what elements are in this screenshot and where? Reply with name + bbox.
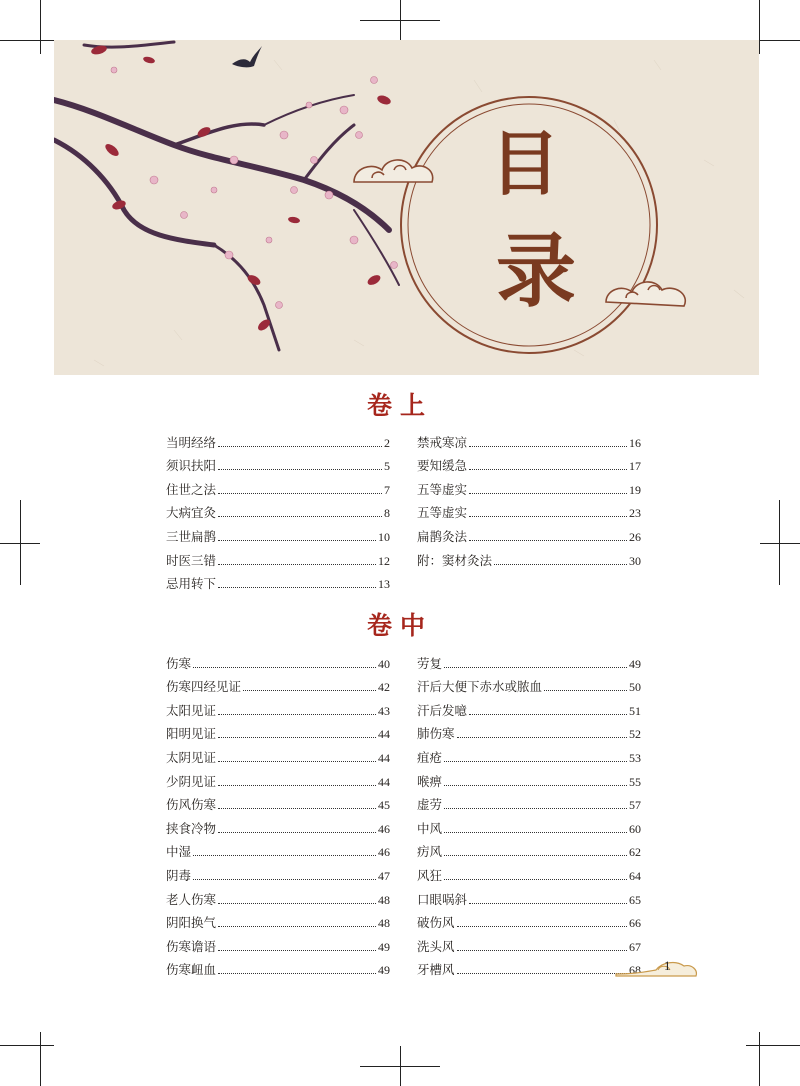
toc-leader-dots (494, 564, 627, 565)
toc-column-middle-left (166, 647, 390, 977)
toc-entry-page: 2 (384, 435, 390, 450)
toc-entry-page: 48 (378, 892, 390, 907)
toc-entry-page: 67 (629, 939, 641, 954)
toc-leader-dots (193, 855, 376, 856)
toc-entry[interactable] (166, 671, 390, 695)
toc-entry-page: 8 (384, 506, 390, 521)
cloud-ornament-icon (614, 956, 700, 982)
toc-entry-page: 42 (378, 680, 390, 695)
toc-leader-dots (218, 926, 376, 927)
toc-entry-label: 肺伤寒 (417, 726, 455, 742)
toc-entry-page: 49 (378, 939, 390, 954)
section-title-upper: 卷上 (366, 391, 433, 420)
toc-entry-label: 牙槽风 (417, 962, 455, 978)
toc-column-upper-left (166, 426, 390, 591)
toc-entry-label: 伤寒四经见证 (166, 679, 242, 695)
toc-leader-dots (457, 737, 627, 738)
toc-entry-page: 5 (384, 459, 390, 474)
toc-leader-dots (218, 587, 376, 588)
toc-entry-label: 破伤风 (417, 915, 455, 931)
toc-entry-label: 中风 (417, 820, 443, 836)
toc-entry[interactable] (417, 789, 641, 813)
toc-leader-dots (444, 761, 627, 762)
toc-entry-label: 劳复 (417, 655, 443, 671)
toc-entry[interactable] (166, 836, 390, 860)
toc-entry-page: 12 (378, 553, 390, 568)
toc-leader-dots (218, 808, 376, 809)
toc-entry-page: 44 (378, 727, 390, 742)
toc-column-upper-right (417, 426, 641, 568)
toc-entry-label: 虚劳 (417, 797, 443, 813)
toc-entry-page: 65 (629, 892, 641, 907)
toc-entry[interactable] (166, 718, 390, 742)
toc-leader-dots (218, 493, 382, 494)
toc-title-char-2: 录 (496, 224, 576, 318)
toc-entry-label: 伤寒衄血 (166, 962, 217, 978)
toc-entry[interactable] (166, 789, 390, 813)
toc-entry-page: 10 (378, 529, 390, 544)
toc-entry[interactable] (166, 883, 390, 907)
toc-leader-dots (218, 761, 376, 762)
toc-leader-dots (218, 469, 382, 470)
toc-leader-dots (218, 714, 376, 715)
toc-entry-label: 中湿 (166, 844, 192, 860)
toc-entry-page: 68 (629, 963, 641, 978)
toc-entry-label: 喉痹 (417, 773, 443, 789)
toc-entry-page: 49 (378, 963, 390, 978)
toc-entry[interactable] (166, 907, 390, 931)
toc-entry[interactable] (166, 426, 390, 450)
toc-entry[interactable] (166, 954, 390, 978)
toc-entry[interactable] (417, 859, 641, 883)
toc-entry[interactable] (417, 497, 641, 521)
toc-leader-dots (444, 879, 627, 880)
toc-entry[interactable] (417, 954, 641, 978)
toc-entry-label: 伤风伤寒 (166, 797, 217, 813)
toc-leader-dots (444, 785, 627, 786)
toc-entry-label: 当明经络 (166, 434, 217, 450)
toc-leader-dots (218, 564, 376, 565)
toc-entry-label: 住世之法 (166, 481, 217, 497)
toc-entry-label: 时医三错 (166, 552, 217, 568)
toc-entry-label: 疽疮 (417, 749, 443, 765)
toc-entry-page: 64 (629, 868, 641, 883)
toc-entry-page: 66 (629, 916, 641, 931)
toc-entry[interactable] (417, 930, 641, 954)
toc-entry-page: 50 (629, 680, 641, 695)
toc-entry[interactable] (166, 497, 390, 521)
toc-leader-dots (218, 446, 382, 447)
toc-entry-page: 53 (629, 750, 641, 765)
toc-entry[interactable] (166, 694, 390, 718)
toc-entry-label: 疠风 (417, 844, 443, 860)
toc-entry-page: 60 (629, 821, 641, 836)
toc-entry-label: 洗头风 (417, 938, 455, 954)
toc-leader-dots (544, 690, 627, 691)
toc-entry[interactable] (166, 859, 390, 883)
toc-leader-dots (457, 950, 627, 951)
toc-entry-label: 五等虚实 (417, 505, 468, 521)
toc-entry[interactable] (166, 812, 390, 836)
toc-entry-label: 大病宜灸 (166, 505, 217, 521)
toc-entry-label: 阴阳换气 (166, 915, 217, 931)
toc-entry-page: 43 (378, 703, 390, 718)
toc-entry[interactable] (417, 473, 641, 497)
toc-entry[interactable] (417, 647, 641, 671)
toc-entry-label: 须识扶阳 (166, 458, 217, 474)
toc-leader-dots (457, 973, 627, 974)
toc-leader-dots (444, 855, 627, 856)
toc-leader-dots (218, 903, 376, 904)
toc-entry-page: 47 (378, 868, 390, 883)
toc-leader-dots (218, 516, 382, 517)
toc-leader-dots (469, 493, 627, 494)
toc-entry[interactable] (417, 812, 641, 836)
toc-entry[interactable] (417, 907, 641, 931)
toc-entry-page: 46 (378, 821, 390, 836)
toc-entry[interactable] (417, 741, 641, 765)
toc-entry[interactable] (166, 544, 390, 568)
toc-entry[interactable] (166, 765, 390, 789)
toc-leader-dots (469, 469, 627, 470)
toc-entry[interactable] (417, 718, 641, 742)
toc-entry-page: 44 (378, 774, 390, 789)
section-title-middle: 卷中 (366, 611, 433, 640)
toc-entry[interactable] (417, 765, 641, 789)
header-banner (54, 40, 759, 375)
toc-leader-dots (218, 785, 376, 786)
page-number: 1 (664, 958, 671, 973)
toc-leader-dots (469, 903, 627, 904)
page-number-badge (614, 956, 700, 982)
toc-entry-label: 忌用转下 (166, 576, 217, 592)
toc-entry-page: 44 (378, 750, 390, 765)
toc-entry-page: 7 (384, 482, 390, 497)
toc-leader-dots (469, 446, 627, 447)
toc-entry[interactable] (417, 671, 641, 695)
toc-leader-dots (444, 832, 627, 833)
toc-entry-label: 老人伤寒 (166, 891, 217, 907)
toc-leader-dots (444, 667, 627, 668)
toc-leader-dots (218, 950, 376, 951)
toc-entry-label: 阴毒 (166, 867, 192, 883)
toc-entry-page: 46 (378, 845, 390, 860)
toc-leader-dots (444, 808, 627, 809)
toc-entry-label: 五等虚实 (417, 481, 468, 497)
toc-entry-page: 16 (629, 435, 641, 450)
toc-entry[interactable] (166, 450, 390, 474)
toc-entry-label: 挟食冷物 (166, 820, 217, 836)
toc-entry[interactable] (166, 930, 390, 954)
toc-entry-label: 附：窦材灸法 (417, 552, 493, 568)
toc-entry-label: 汗后发噫 (417, 702, 468, 718)
toc-entry[interactable] (166, 647, 390, 671)
toc-entry-label: 伤寒 (166, 655, 192, 671)
toc-entry-page: 51 (629, 703, 641, 718)
toc-entry-page: 57 (629, 798, 641, 813)
toc-leader-dots (469, 516, 627, 517)
toc-entry-page: 23 (629, 506, 641, 521)
toc-entry-label: 汗后大便下赤水或脓血 (417, 679, 543, 695)
toc-entry[interactable] (417, 426, 641, 450)
toc-entry-page: 48 (378, 916, 390, 931)
toc-entry-page: 40 (378, 656, 390, 671)
toc-entry-page: 49 (629, 656, 641, 671)
toc-entry-label: 要知缓急 (417, 458, 468, 474)
toc-leader-dots (243, 690, 376, 691)
toc-entry-page: 26 (629, 529, 641, 544)
toc-entry-page: 17 (629, 459, 641, 474)
toc-entry-label: 风狂 (417, 867, 443, 883)
toc-entry-page: 30 (629, 553, 641, 568)
toc-entry-page: 62 (629, 845, 641, 860)
toc-entry-label: 太阴见证 (166, 749, 217, 765)
toc-entry[interactable] (166, 473, 390, 497)
toc-leader-dots (193, 879, 376, 880)
toc-entry[interactable] (417, 836, 641, 860)
toc-entry[interactable] (417, 883, 641, 907)
toc-entry[interactable] (417, 694, 641, 718)
toc-leader-dots (218, 973, 376, 974)
toc-entry-page: 52 (629, 727, 641, 742)
toc-entry-label: 三世扁鹊 (166, 528, 217, 544)
toc-entry[interactable] (166, 741, 390, 765)
toc-entry[interactable] (417, 544, 641, 568)
toc-title-char-1: 目 (490, 122, 560, 205)
toc-entry-label: 扁鹊灸法 (417, 528, 468, 544)
toc-entry-page: 55 (629, 774, 641, 789)
toc-leader-dots (193, 667, 376, 668)
toc-entry[interactable] (166, 520, 390, 544)
toc-entry-label: 伤寒谵语 (166, 938, 217, 954)
toc-leader-dots (457, 926, 627, 927)
toc-entry-page: 19 (629, 482, 641, 497)
toc-leader-dots (469, 714, 627, 715)
toc-entry[interactable] (166, 568, 390, 592)
toc-entry-page: 13 (378, 577, 390, 592)
toc-entry[interactable] (417, 450, 641, 474)
toc-entry-label: 禁戒寒凉 (417, 434, 468, 450)
toc-column-middle-right (417, 647, 641, 977)
toc-entry-label: 阳明见证 (166, 726, 217, 742)
toc-leader-dots (218, 540, 376, 541)
toc-leader-dots (218, 737, 376, 738)
toc-entry-label: 少阴见证 (166, 773, 217, 789)
toc-entry-label: 口眼㖞斜 (417, 891, 468, 907)
toc-leader-dots (469, 540, 627, 541)
toc-entry[interactable] (417, 520, 641, 544)
toc-entry-label: 太阳见证 (166, 702, 217, 718)
toc-leader-dots (218, 832, 376, 833)
toc-entry-page: 45 (378, 798, 390, 813)
